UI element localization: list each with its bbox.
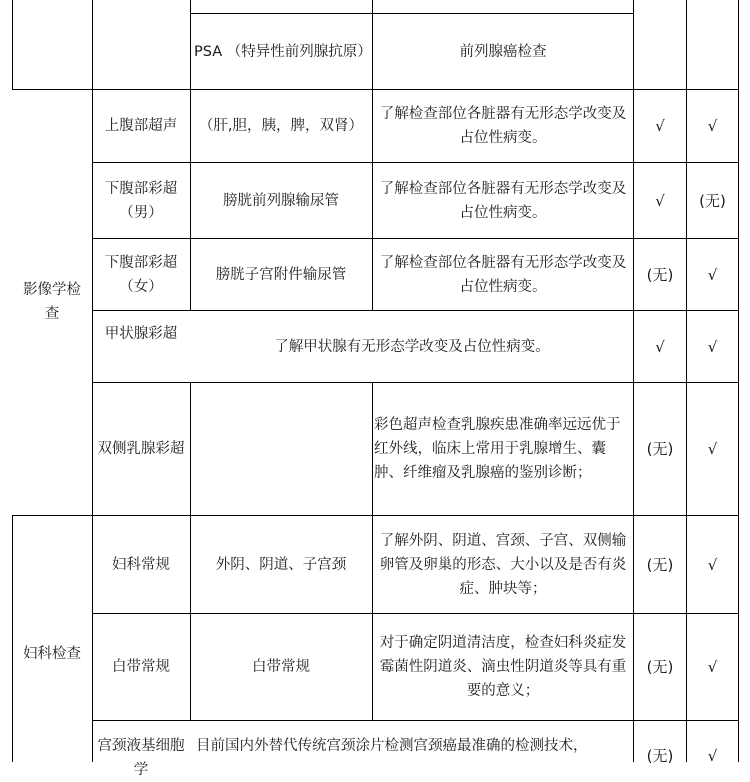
- exam-purpose: 了解检查部位各脏器有无形态学改变及占位性病变。: [379, 106, 627, 146]
- male-applicable: (无): [646, 555, 674, 574]
- exam-purpose: 目前国内外替代传统宫颈涂片检测宫颈癌最准确的检测技术，: [196, 738, 588, 754]
- female-applicable: √: [707, 440, 718, 458]
- psa-test-purpose: 前列腺癌检查: [459, 43, 547, 60]
- exam-name: 双侧乳腺彩超: [97, 441, 185, 457]
- psa-test-name: PSA （特异性前列腺抗原）: [194, 44, 372, 60]
- female-applicable: (无): [699, 191, 726, 210]
- exam-name: 下腹部彩超（男）: [104, 180, 178, 221]
- male-applicable: (无): [646, 440, 674, 458]
- exam-name: 宫颈液基细胞学: [97, 738, 185, 778]
- male-applicable: √: [655, 191, 665, 210]
- exam-name: 甲状腺彩超: [104, 326, 178, 342]
- male-applicable: (无): [646, 747, 674, 765]
- exam-purpose: 了解甲状腺有无形态学改变及占位性病变。: [274, 338, 550, 355]
- male-applicable: √: [655, 117, 665, 135]
- female-applicable: √: [707, 337, 718, 356]
- exam-purpose: 彩色超声检查乳腺疾患准确率远远优于红外线，临床上常用于乳腺增生、囊肿、纤维瘤及乳腺癌的鉴别诊断；: [374, 417, 621, 481]
- exam-name: 上腹部超声: [104, 118, 178, 134]
- male-applicable: √: [655, 337, 665, 356]
- exam-purpose: 了解外阴、阴道、宫颈、子宫、双侧输卵管及卵巢的形态、大小以及是否有炎症、肿块等；: [379, 532, 627, 597]
- exam-purpose: 了解检查部位各脏器有无形态学改变及占位性病变。: [379, 254, 627, 295]
- female-applicable: √: [707, 265, 718, 284]
- exam-scope: 外阴、阴道、子宫颈: [215, 556, 347, 573]
- category-imaging: 影像学检查: [23, 282, 81, 322]
- female-applicable: √: [707, 117, 718, 135]
- exam-purpose: 了解检查部位各脏器有无形态学改变及占位性病变。: [379, 180, 627, 221]
- exam-name: 妇科常规: [112, 556, 170, 573]
- exam-scope: 白带常规: [252, 659, 310, 675]
- female-applicable: √: [707, 747, 718, 765]
- exam-scope: 膀胱子宫附件输尿管: [215, 266, 347, 283]
- exam-purpose: 对于确定阴道清洁度，检查妇科炎症发霉菌性阴道炎、滴虫性阴道炎等具有重要的意义；: [379, 635, 627, 699]
- male-applicable: (无): [646, 265, 674, 284]
- exam-name: 下腹部彩超（女）: [104, 254, 178, 295]
- exam-scope: （肝,胆，胰，脾，双肾）: [198, 118, 364, 134]
- category-gynecology: 妇科检查: [23, 646, 81, 662]
- female-applicable: √: [707, 658, 718, 676]
- exam-name: 白带常规: [112, 659, 170, 675]
- exam-scope: 膀胱前列腺输尿管: [223, 192, 339, 209]
- male-applicable: (无): [646, 658, 674, 676]
- female-applicable: √: [707, 555, 718, 574]
